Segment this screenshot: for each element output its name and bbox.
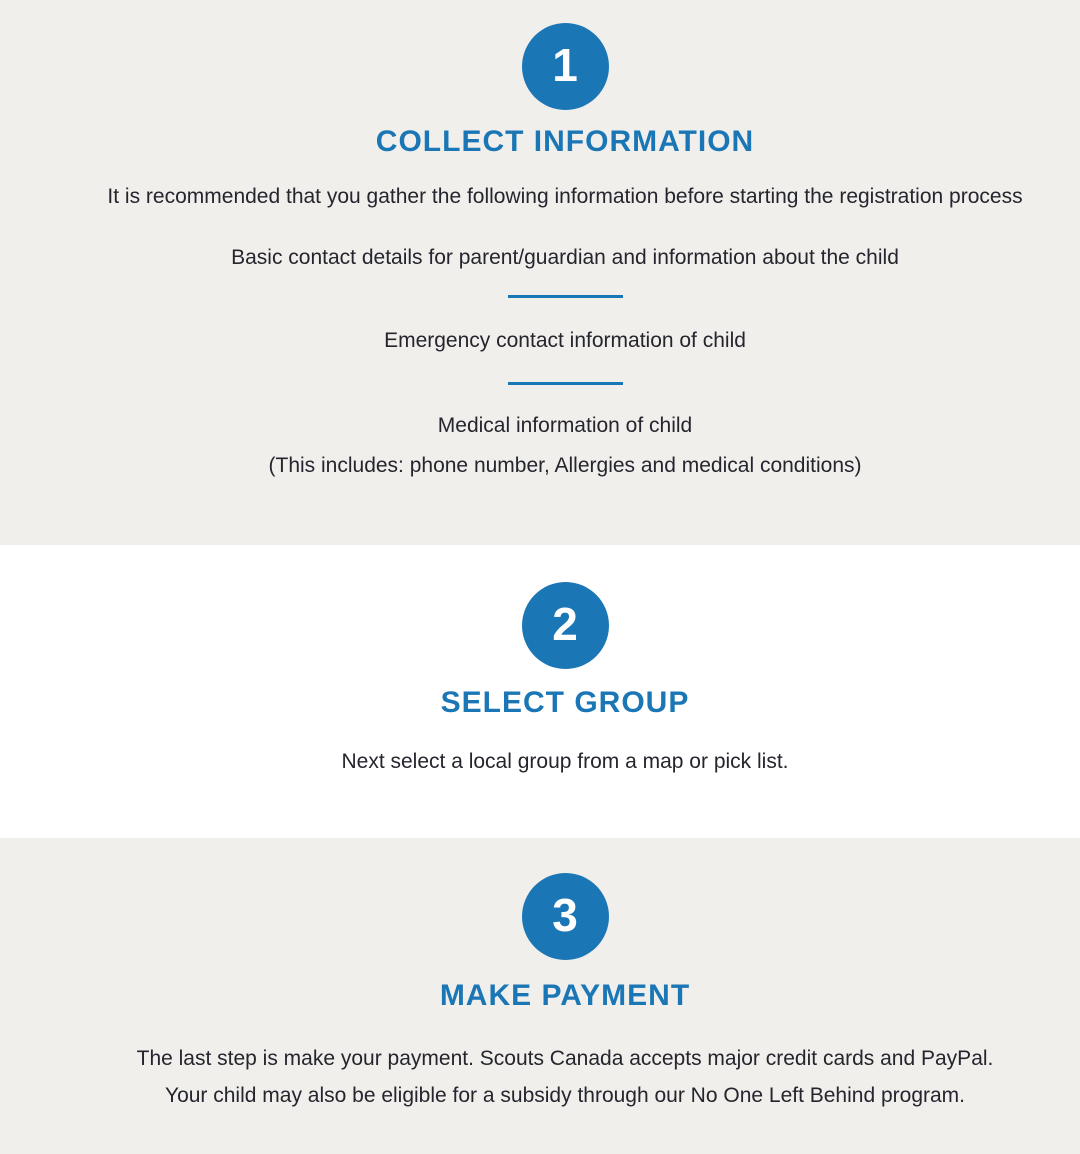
step-3-number-badge bbox=[522, 873, 609, 960]
description-line: The last step is make your payment. Scouts Canada accepts major credit cards and PayPal. bbox=[136, 1047, 994, 1070]
checklist-item-basic-contact: Basic contact details for parent/guardian and information about the child bbox=[231, 246, 899, 269]
step-3-number: 3 bbox=[552, 888, 578, 941]
step-1-intro: It is recommended that you gather the following information before starting the registration process bbox=[107, 185, 1023, 208]
description-line: Your child may also be eligible for a subsidy through our No One Left Behind program. bbox=[164, 1084, 966, 1107]
step-3-description bbox=[0, 1040, 1080, 1114]
step-2-number-badge bbox=[522, 582, 609, 669]
step-1-number: 1 bbox=[552, 38, 578, 91]
checklist-item-emergency-contact: Emergency contact information of child bbox=[384, 329, 746, 352]
step-2-title: SELECT GROUP bbox=[440, 686, 690, 719]
step-2-number: 2 bbox=[552, 597, 578, 650]
step-1-number-badge bbox=[522, 23, 609, 110]
step-3-title: MAKE PAYMENT bbox=[439, 979, 691, 1012]
step-2-description: Next select a local group from a map or pick list. bbox=[341, 750, 789, 773]
checklist-item-medical-detail: (This includes: phone number, Allergies and medical conditions) bbox=[268, 454, 862, 477]
step-1-title: COLLECT INFORMATION bbox=[375, 125, 755, 158]
checklist-item-medical-info: Medical information of child bbox=[437, 414, 693, 437]
step-select-group-section bbox=[0, 545, 1080, 838]
step-make-payment-section bbox=[0, 838, 1080, 1154]
step-collect-information-section bbox=[0, 0, 1080, 545]
divider bbox=[508, 295, 623, 298]
divider bbox=[508, 382, 623, 385]
